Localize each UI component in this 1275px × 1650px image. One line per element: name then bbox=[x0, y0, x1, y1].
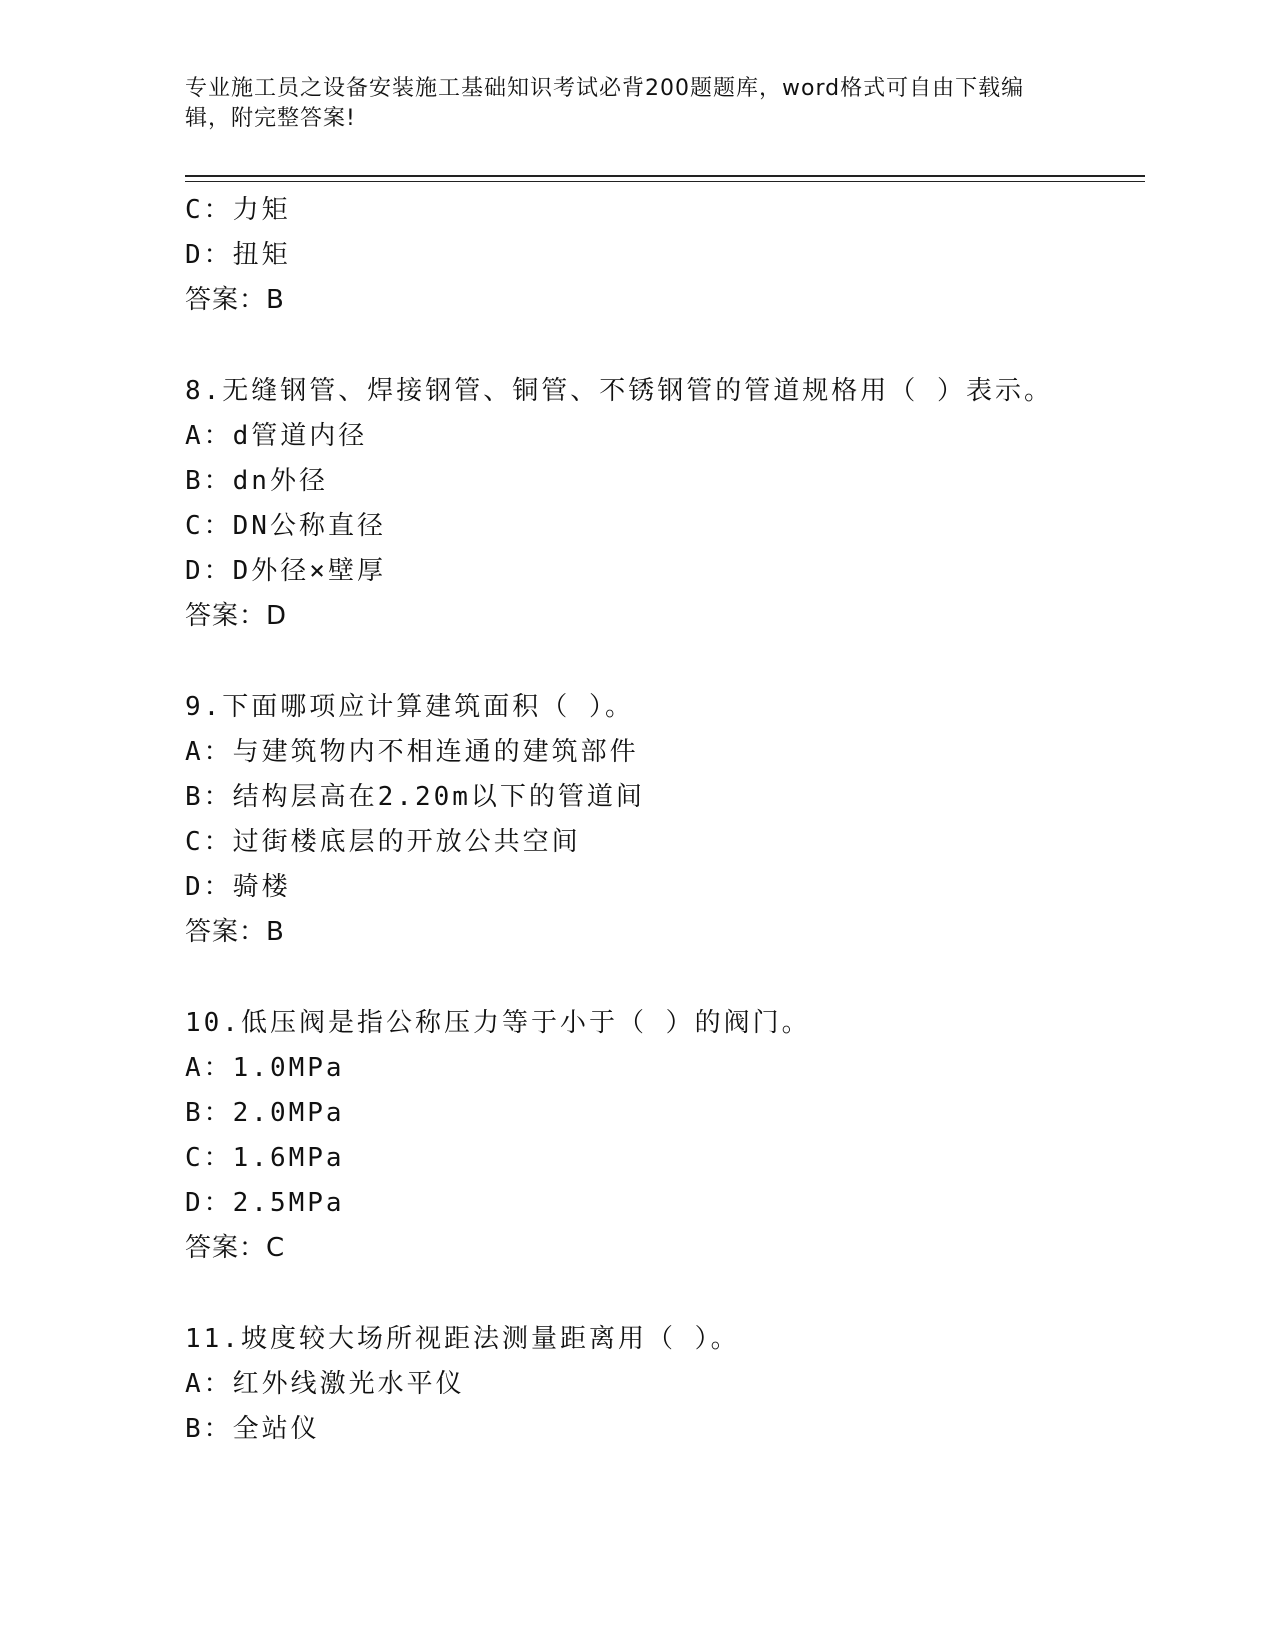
question-list bbox=[185, 188, 1145, 1452]
document-header: 专业施工员之设备安装施工基础知识考试必背200题题库，word格式可自由下载编辑，附完整答案! bbox=[185, 76, 1025, 131]
option-a: A：与建筑物内不相连通的建筑部件 bbox=[185, 737, 639, 767]
option-c: C：DN公称直径 bbox=[185, 511, 386, 541]
question-text: 11.坡度较大场所视距法测量距离用（ ）。 bbox=[185, 1324, 740, 1354]
question-text: 9.下面哪项应计算建筑面积（ ）。 bbox=[185, 692, 634, 722]
option-d: D：D外径×壁厚 bbox=[185, 556, 386, 586]
option-c: C：1.6MPa bbox=[185, 1143, 345, 1173]
answer: 答案：B bbox=[185, 917, 285, 947]
option-d: D：骑楼 bbox=[185, 872, 291, 902]
option-a: A：红外线激光水平仪 bbox=[185, 1369, 465, 1399]
answer: 答案：B bbox=[185, 285, 285, 315]
option-b: B：全站仪 bbox=[185, 1414, 320, 1444]
header-rule-thick bbox=[185, 175, 1145, 177]
option-d: D：扭矩 bbox=[185, 240, 291, 270]
option-a: A：1.0MPa bbox=[185, 1053, 345, 1083]
question-text: 8.无缝钢管、焊接钢管、铜管、不锈钢管的管道规格用（ ）表示。 bbox=[185, 376, 1053, 406]
option-b: B：结构层高在2.20m以下的管道间 bbox=[185, 782, 645, 812]
answer: 答案：D bbox=[185, 601, 288, 631]
header-rule-thin bbox=[185, 181, 1145, 182]
option-c: C：过街楼底层的开放公共空间 bbox=[185, 827, 581, 857]
option-d: D：2.5MPa bbox=[185, 1188, 345, 1218]
option-b: B：dn外径 bbox=[185, 466, 328, 496]
question-text: 10.低压阀是指公称压力等于小于（ ）的阀门。 bbox=[185, 1008, 811, 1038]
answer: 答案：C bbox=[185, 1233, 286, 1263]
option-a: A：d管道内径 bbox=[185, 421, 368, 451]
option-c: C：力矩 bbox=[185, 195, 291, 225]
option-b: B：2.0MPa bbox=[185, 1098, 345, 1128]
